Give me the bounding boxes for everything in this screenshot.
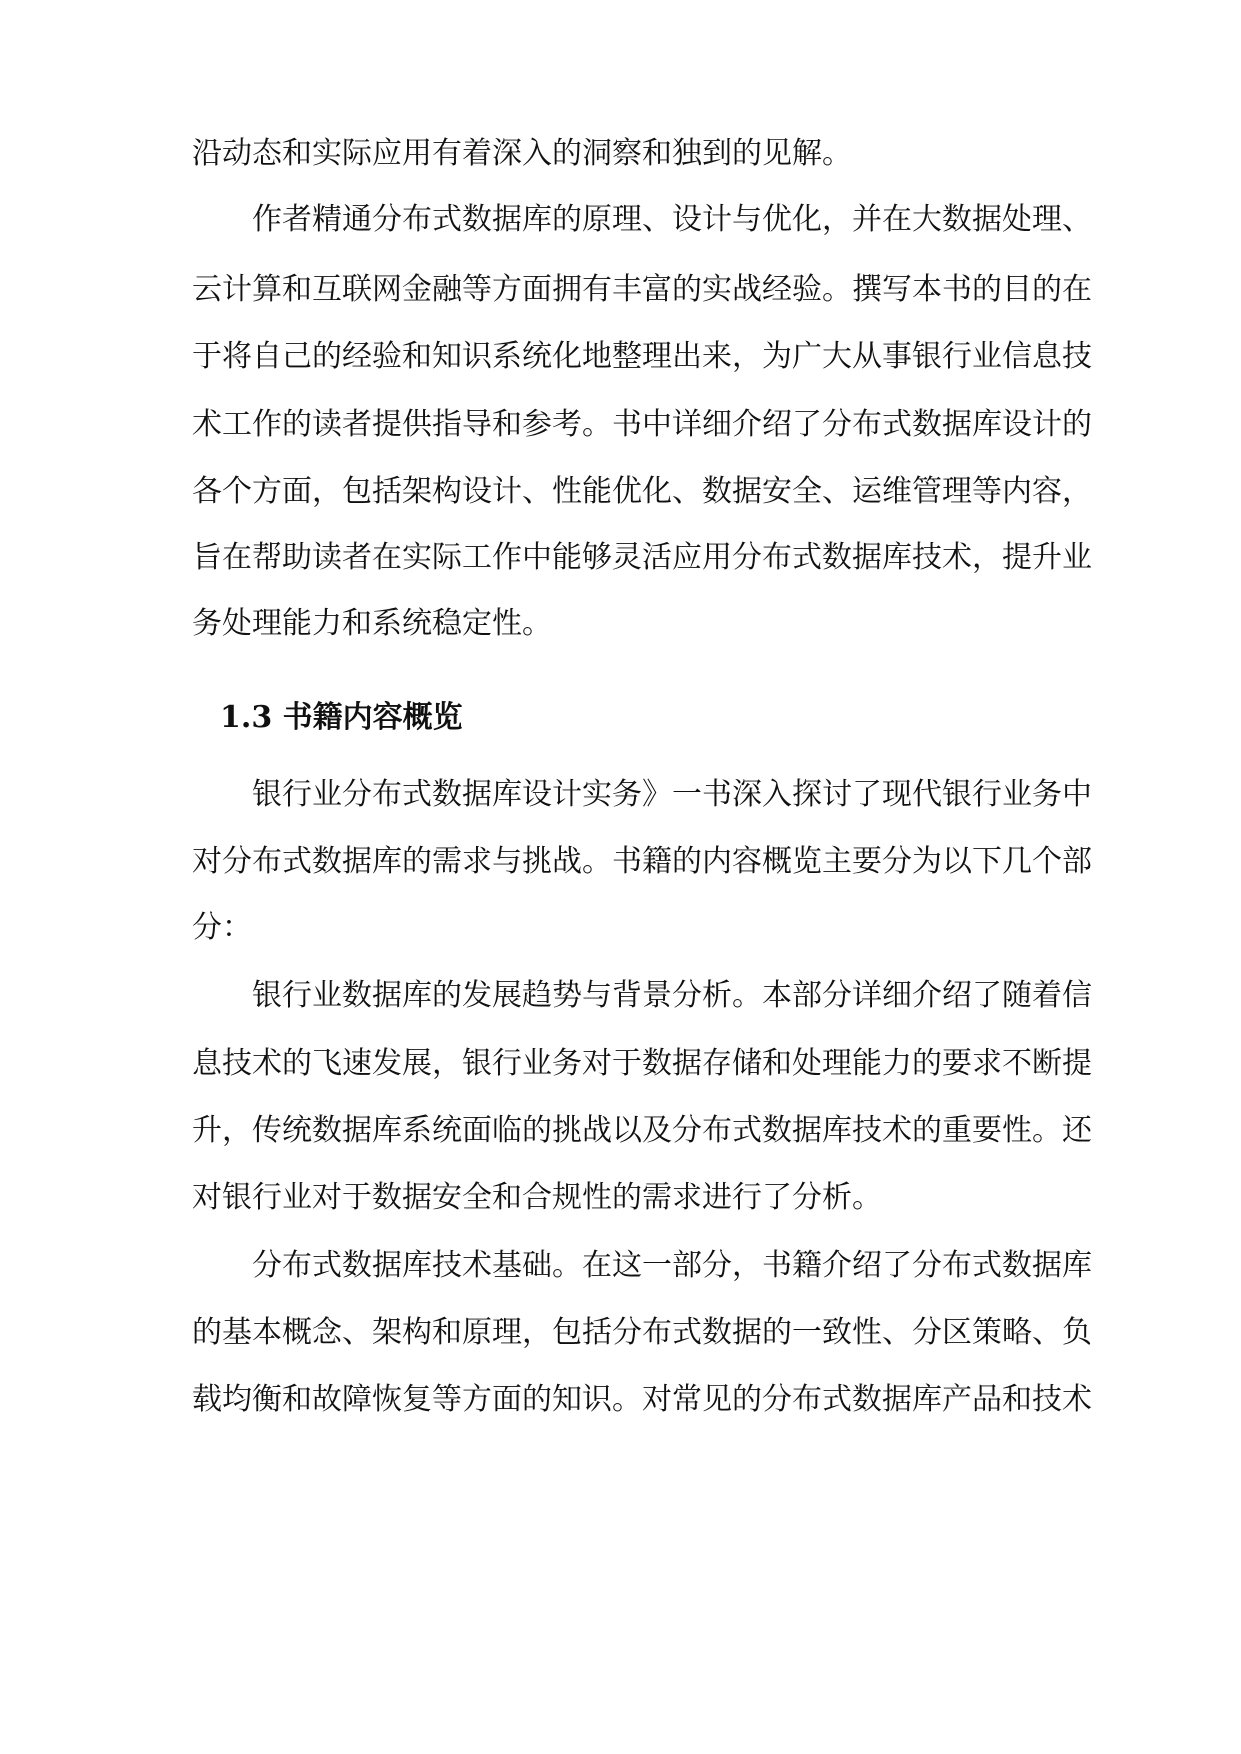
paragraph-2-line-2: 云计算和互联网金融等方面拥有丰富的实战经验。撰写本书的目的在 xyxy=(192,272,1092,307)
paragraph-2-line-5: 各个方面，包括架构设计、性能优化、数据安全、运维管理等内容， xyxy=(192,474,1092,509)
paragraph-2-line-4: 术工作的读者提供指导和参考。书中详细介绍了分布式数据库设计的 xyxy=(192,407,1092,442)
paragraph-2-line-7: 务处理能力和系统稳定性。 xyxy=(192,606,552,641)
paragraph-4-line-4: 对银行业对于数据安全和合规性的需求进行了分析。 xyxy=(192,1180,882,1215)
paragraph-4-line-3: 升，传统数据库系统面临的挑战以及分布式数据库技术的重要性。还 xyxy=(192,1113,1092,1148)
paragraph-5-line-1: 分布式数据库技术基础。在这一部分，书籍介绍了分布式数据库 xyxy=(252,1248,1092,1283)
paragraph-1-line-1: 沿动态和实际应用有着深入的洞察和独到的见解。 xyxy=(192,136,852,171)
paragraph-5-line-3: 载均衡和故障恢复等方面的知识。对常见的分布式数据库产品和技术 xyxy=(192,1382,1092,1417)
paragraph-2-line-3: 于将自己的经验和知识系统化地整理出来，为广大从事银行业信息技 xyxy=(192,339,1092,374)
section-heading: 1.3 书籍内容概览 xyxy=(220,700,463,735)
paragraph-2-line-6: 旨在帮助读者在实际工作中能够灵活应用分布式数据库技术，提升业 xyxy=(192,540,1092,575)
paragraph-3-line-2: 对分布式数据库的需求与挑战。书籍的内容概览主要分为以下几个部 xyxy=(192,844,1092,879)
paragraph-2-line-1: 作者精通分布式数据库的原理、设计与优化，并在大数据处理、 xyxy=(252,202,1092,237)
paragraph-4-line-2: 息技术的飞速发展，银行业务对于数据存储和处理能力的要求不断提 xyxy=(192,1046,1092,1081)
paragraph-4-line-1: 银行业数据库的发展趋势与背景分析。本部分详细介绍了随着信 xyxy=(252,978,1092,1013)
paragraph-3-line-3: 分： xyxy=(192,910,252,945)
paragraph-5-line-2: 的基本概念、架构和原理，包括分布式数据的一致性、分区策略、负 xyxy=(192,1315,1092,1350)
paragraph-3-line-1: 银行业分布式数据库设计实务》一书深入探讨了现代银行业务中 xyxy=(252,777,1092,812)
